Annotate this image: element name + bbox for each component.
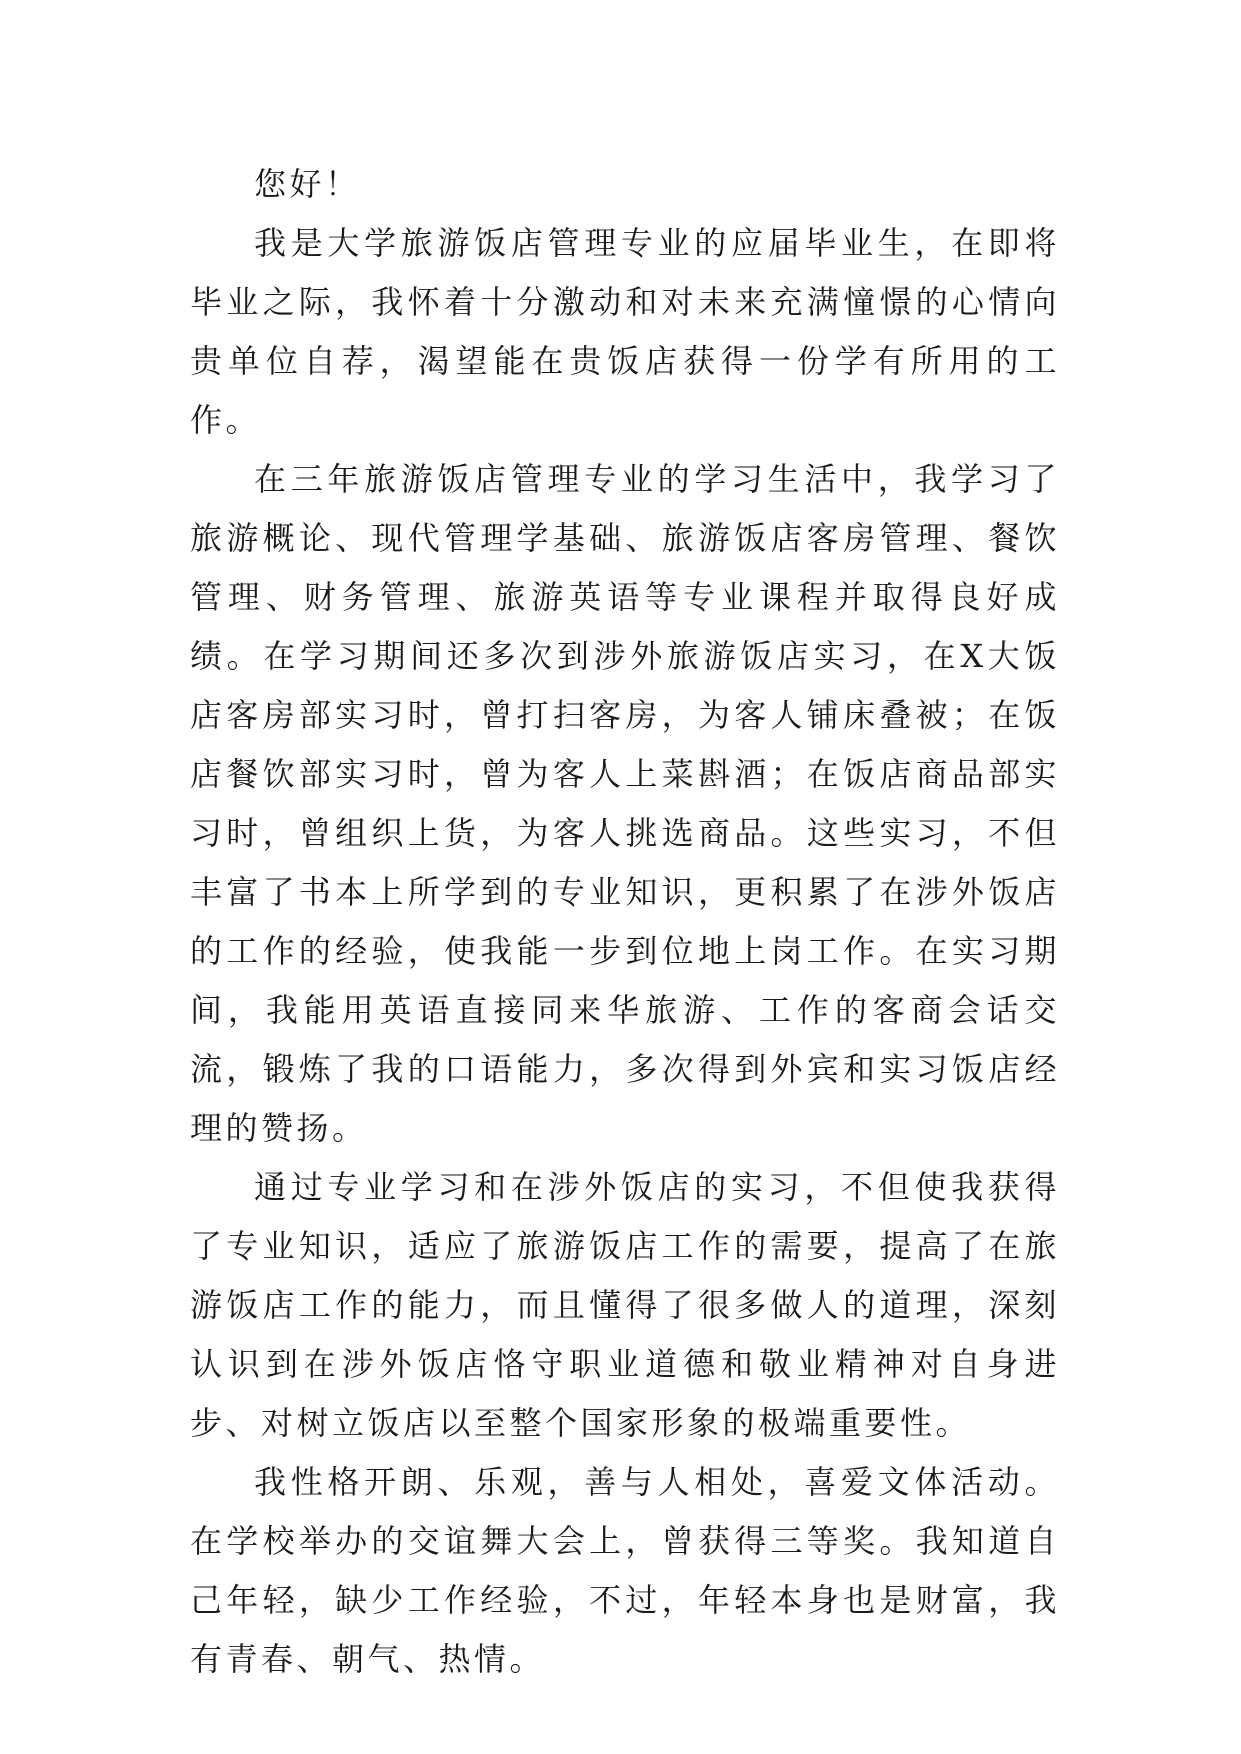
paragraph-study-and-internship: 在三年旅游饭店管理专业的学习生活中，我学习了旅游概论、现代管理学基础、旅游饭店客房管理、餐饮管理、财务管理、旅游英语等专业课程并取得良好成绩。在学习期间还多次到涉外旅游饭店实习，在X大饭店客房部实习时，曾打扫客房，为客人铺床叠被；在饭店餐饮部实习时，曾为客人上菜斟酒；在饭店商品部实习时，曾组织上货，为客人挑选商品。这些实习，不但丰富了书本上所学到的专业知识，更积累了在涉外饭店的工作的经验，使我能一步到位地上岗工作。在实习期间，我能用英语直接同来华旅游、工作的客商会话交流，锻炼了我的口语能力，多次得到外宾和实习饭店经理的赞扬。 [190,460,1060,1147]
paragraph-introduction: 我是大学旅游饭店管理专业的应届毕业生，在即将毕业之际，我怀着十分激动和对未来充满憧憬的心情向贵单位自荐，渴望能在贵饭店获得一份学有所用的工作。 [190,224,1060,439]
paragraph-personality: 我性格开朗、乐观，善与人相处，喜爱文体活动。在学校举办的交谊舞大会上，曾获得三等奖。我知道自己年轻，缺少工作经验，不过，年轻本身也是财富，我有青春、朝气、热情。 [190,1463,1060,1678]
paragraph-gains: 通过专业学习和在涉外饭店的实习，不但使我获得了专业知识，适应了旅游饭店工作的需要，提高了在旅游饭店工作的能力，而且懂得了很多做人的道理，深刻认识到在涉外饭店恪守职业道德和敬业精神对自身进步、对树立饭店以至整个国家形象的极端重要性。 [190,1168,1060,1442]
letter-greeting: 您好！ [254,165,361,203]
letter-body [190,155,1060,1689]
